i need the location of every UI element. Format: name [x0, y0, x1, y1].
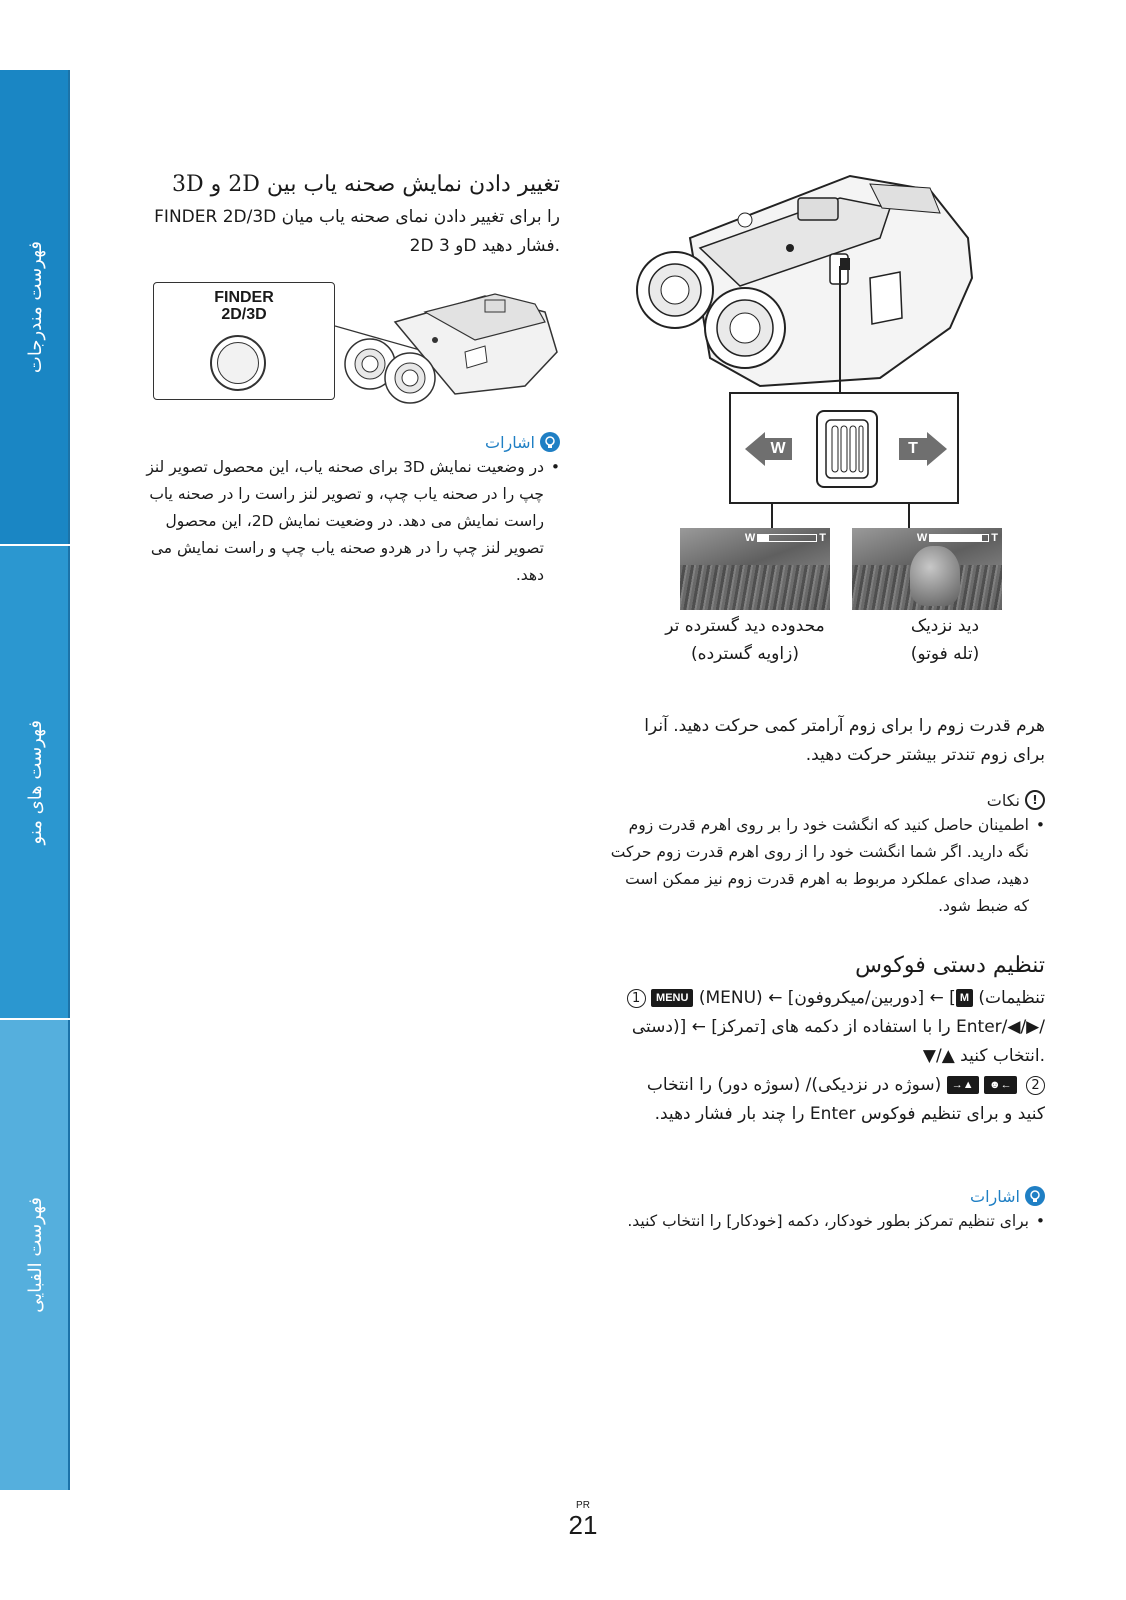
- finder-hint-title: اشارات: [485, 432, 535, 452]
- wide-angle-caption: محدوده دید گسترده تر (زاویه گسترده): [665, 616, 825, 664]
- sidebar-tab-label: فهرست الفبایی: [24, 1197, 46, 1313]
- zoom-body-text: هرم قدرت زوم را برای زوم آرامتر کمی حرکت دهید. آنرا برای زوم تندتر بیشتر حرکت دهید.: [644, 716, 1045, 765]
- focus-hint-title: اشارات: [970, 1186, 1020, 1206]
- sidebar-tab-label: فهرست های منو: [24, 719, 46, 845]
- zoom-note-list: [608, 812, 1045, 920]
- zoom-lever-icon: [816, 410, 878, 488]
- zoom-lever-callout: [729, 392, 959, 504]
- focus-hint-item: • برای تنظیم تمرکز بطور خودکار، دکمه [خودکار] را انتخاب کنید.: [608, 1208, 1045, 1235]
- finder-hint-list: [130, 454, 560, 589]
- zoom-t-label: T: [899, 438, 927, 460]
- binoculars-small-icon: [335, 282, 560, 404]
- language-code: PR: [576, 1500, 590, 1511]
- focus-step-2: [620, 1071, 1045, 1129]
- lightbulb-icon: [540, 432, 560, 452]
- finder-hint-box: [130, 432, 560, 589]
- zoom-note-box: [608, 790, 1045, 920]
- focus-step-1: 1 MENU (MENU) ← [دوربین/میکروفون] ← [ M (تنظیمات دستی)] ← [تمرکز] را با استفاده از دکمه های Enter/◀/▶/▼/▲ انتخاب کنید.: [620, 984, 1045, 1071]
- far-focus-icon: →▲: [947, 1076, 979, 1094]
- sidebar-tab-index[interactable]: [0, 1020, 70, 1490]
- telephoto-caption: دید نزدیک (تله فوتو): [910, 616, 980, 664]
- zoom-wide-arrow-icon: [745, 432, 765, 466]
- telephoto-photo: [852, 528, 1002, 610]
- menu-key-icon: MENU: [651, 989, 693, 1007]
- sidebar-tab-menu-list[interactable]: [0, 546, 70, 1018]
- focus-section: [620, 953, 1045, 1129]
- focus-hint-list: [608, 1208, 1045, 1235]
- page-number: 21: [568, 1510, 598, 1540]
- step-number-2: 2: [1026, 1076, 1045, 1095]
- focus-hint-box: [608, 1186, 1045, 1235]
- finder-button-illustration: [150, 282, 560, 404]
- wide-angle-photo: [680, 528, 830, 610]
- sidebar-tab-label: فهرست مندرجات: [24, 240, 46, 374]
- finder-section: [130, 172, 560, 261]
- finder-button-ring: [210, 335, 266, 391]
- finder-button-label: FINDER 2D/3D: [214, 289, 274, 323]
- zoom-note-heading: [608, 790, 1045, 810]
- zoom-w-label: W: [764, 438, 792, 460]
- finder-button-callout: [153, 282, 335, 400]
- zoom-indicator: W T: [916, 532, 998, 544]
- focus-hint-heading: [608, 1186, 1045, 1206]
- lightbulb-icon: [1025, 1186, 1045, 1206]
- zoom-tele-arrow-icon: [927, 432, 947, 466]
- focus-step-1-text-a: (MENU) ← [دوربین/میکروفون] ←: [698, 988, 944, 1008]
- finder-hint-item: • در وضعیت نمایش 3D برای صحنه یاب، این محصول تصویر لنز چپ را در صحنه یاب چپ، و تصویر لنز راست را در صحنه یاب راست نمایش می دهد. در وضعیت نمایش 2D، این محصول تصویر لنز چپ را در هردو صحنه یاب چپ و راست نمایش می دهد.: [130, 454, 560, 589]
- finder-section-body: FINDER 2D/3D را برای تغییر دادن نمای صحنه یاب میان 2D و 3D فشار دهید.: [154, 207, 560, 256]
- focus-step-2-text: (سوژه در نزدیکی)/ (سوژه دور) را انتخاب کنید و برای تنظیم فوکوس Enter را چند بار فشار دهید.: [646, 1075, 1045, 1124]
- step-number-1: 1: [627, 989, 646, 1008]
- zoom-note-item: • اطمینان حاصل کنید که انگشت خود را بر روی اهرم قدرت زوم نگه دارید. اگر شما انگشت خود را از روی اهرم قدرت زوم حرکت دهید، صدای عملکرد مربوط به اهرم قدرت زوم نیز ممکن است که ضبط شود.: [608, 812, 1045, 920]
- zoom-indicator: W T: [744, 532, 826, 544]
- manual-settings-icon: M: [956, 989, 973, 1007]
- finder-section-title: تغییر دادن نمایش صحنه یاب بین 2D و 3D: [172, 172, 560, 197]
- sidebar-tab-contents[interactable]: [0, 70, 70, 544]
- caution-icon: !: [1025, 790, 1045, 810]
- focus-step-1-text-b: (تنظیمات دستی)] ← [تمرکز] را با استفاده از دکمه های Enter/◀/▶/▼/▲ انتخاب کنید.: [631, 988, 1045, 1066]
- zoom-note-title: نکات: [986, 790, 1020, 810]
- near-focus-icon: ☻←: [984, 1076, 1017, 1094]
- focus-section-title: تنظیم دستی فوکوس: [855, 953, 1045, 978]
- cat-figure: [910, 546, 960, 606]
- finder-hint-heading: [130, 432, 560, 452]
- page-number-block: [563, 1500, 603, 1539]
